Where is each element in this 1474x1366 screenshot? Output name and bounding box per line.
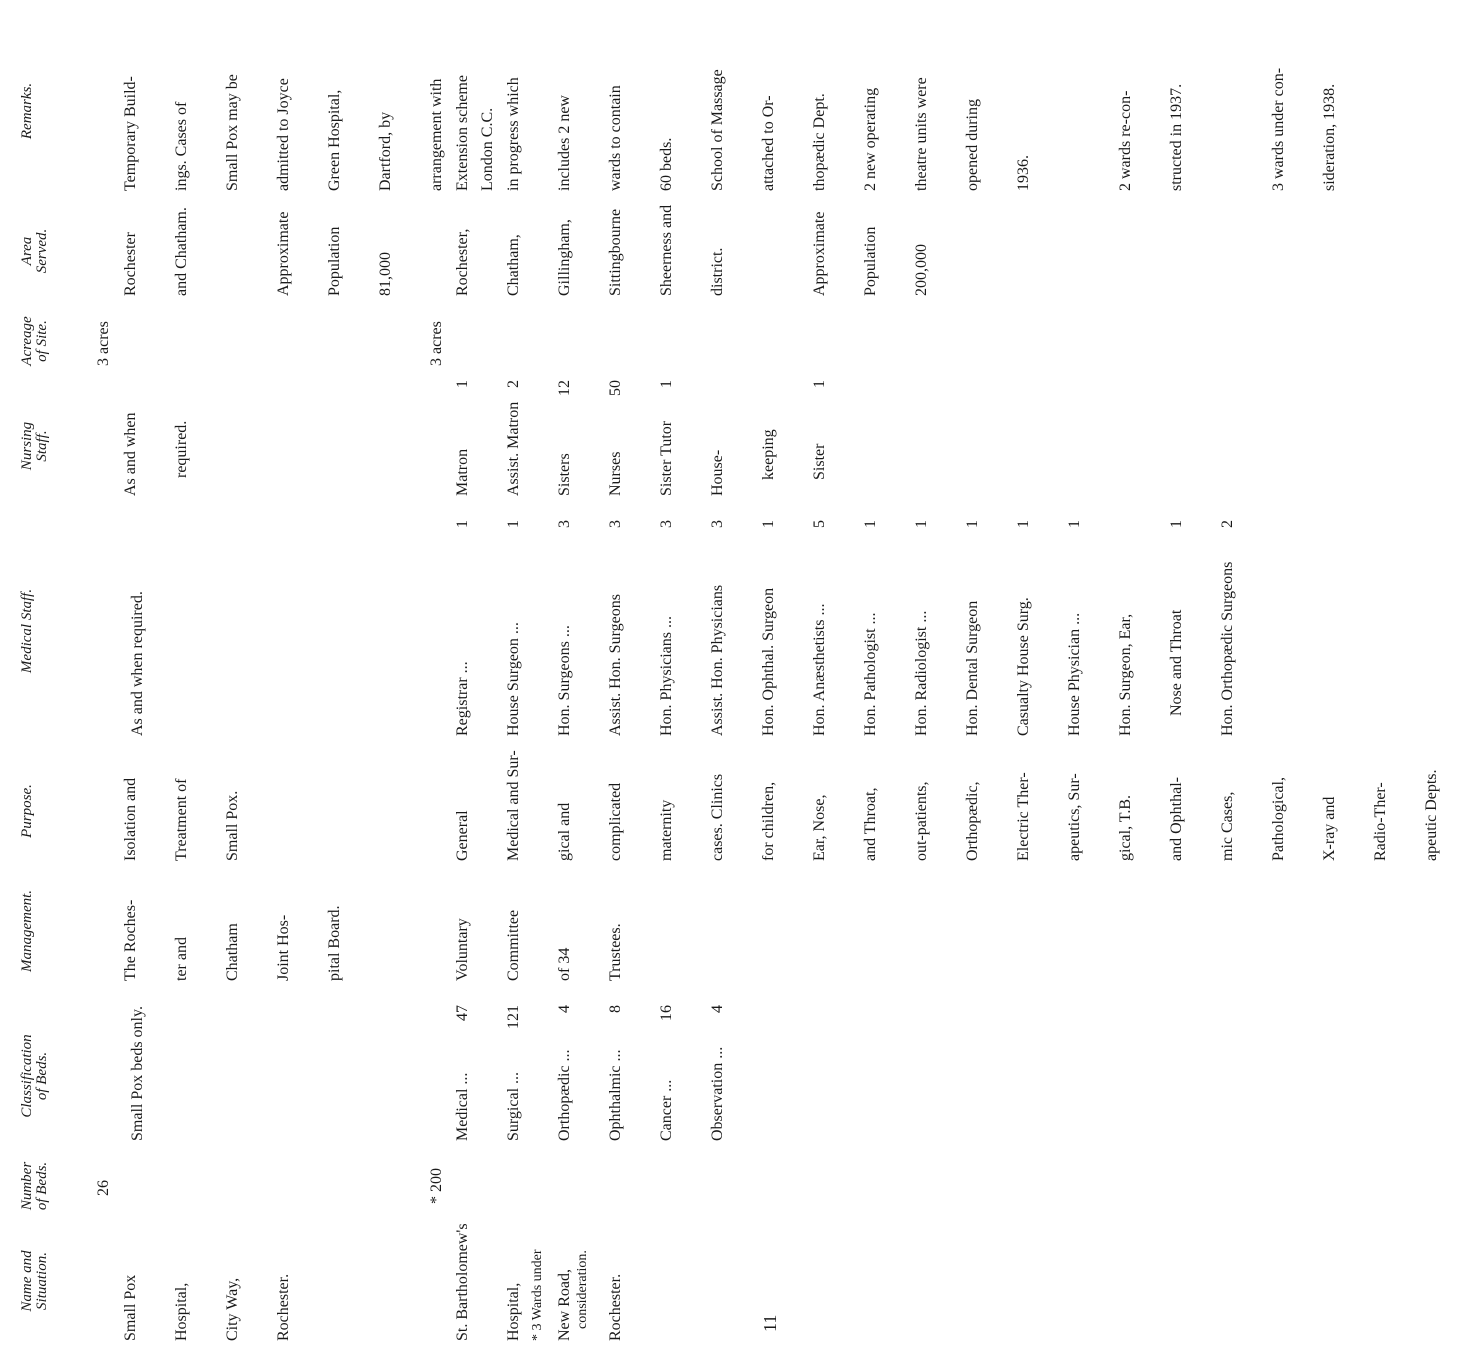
medical-count: 1 — [964, 520, 981, 528]
classification-label: Cancer ... — [658, 1079, 675, 1141]
nursing-label: House- — [709, 449, 726, 496]
header-area-line2: Served. — [34, 228, 50, 274]
row2-medical — [420, 520, 1270, 736]
row2-medical-item — [658, 520, 675, 736]
row2-purpose-line: complicated — [607, 782, 624, 861]
row2-purpose-line: apeutics, Sur- — [1066, 773, 1083, 861]
nursing-count: 50 — [607, 380, 624, 396]
medical-label: Assist. Hon. Physicians — [709, 584, 726, 736]
row2-purpose-line: mic Cases, — [1219, 791, 1236, 861]
medical-label: Hon. Surgeons ... — [556, 625, 573, 736]
medical-label: Assist. Hon. Surgeons — [607, 594, 624, 736]
row2-medical-item — [1015, 520, 1032, 736]
row1-acreage: 3 acres — [95, 321, 112, 366]
row2-purpose-line: out-patients, — [913, 781, 930, 861]
row2-acreage: 3 acres — [428, 321, 445, 366]
row2-area-line: Approximate — [811, 211, 828, 296]
row2-nursing-item — [709, 380, 726, 496]
row2-medical-item — [607, 520, 624, 736]
row1-name-line: Rochester. — [275, 1273, 292, 1341]
row2-purpose-line: and Ophthal- — [1168, 777, 1185, 861]
nursing-count: 1 — [658, 380, 675, 388]
medical-label: Hon. Physicians ... — [658, 616, 675, 736]
nursing-label: Sister Tutor — [658, 420, 675, 496]
row1-area-line: 81,000 — [377, 252, 394, 296]
row1-nursing-item: As and when — [122, 412, 139, 496]
row2-medical-item — [760, 520, 777, 736]
row2-nursing-item — [658, 380, 675, 496]
medical-count: 1 — [1066, 520, 1083, 528]
row2-purpose-line: gical, T.B. — [1117, 794, 1134, 861]
classification-label: Surgical ... — [505, 1071, 522, 1141]
medical-count: 1 — [1168, 520, 1185, 528]
header-classification — [20, 1001, 50, 1151]
medical-label: Registrar ... — [454, 661, 471, 736]
medical-label: Hon. Ophthal. Surgeon — [760, 587, 777, 736]
nursing-label: Nurses — [607, 451, 624, 496]
row2-area-line: district. — [709, 247, 726, 296]
classification-count: 4 — [556, 1005, 573, 1013]
header-acreage-line2: of Site. — [34, 320, 50, 362]
row1-remarks-line: ings. Cases of — [173, 101, 190, 191]
page-number: 11 — [760, 1314, 780, 1332]
row2-name-line: Hospital, — [505, 1282, 522, 1341]
nursing-label: Sisters — [556, 453, 573, 496]
row1-medical — [95, 591, 180, 736]
medical-label: Hon. Dental Surgeon — [964, 600, 981, 736]
header-area — [20, 201, 50, 301]
classification-label: Observation ... — [709, 1046, 726, 1141]
row1-remarks-line: Temporary Build- — [122, 76, 139, 191]
row2-area — [420, 205, 964, 296]
row2-remarks-line: sideration, 1938. — [1321, 83, 1338, 191]
header-name-line2: Situation. — [34, 1252, 50, 1310]
classification-label: Medical ... — [454, 1072, 471, 1141]
row2-remarks-line: Extension scheme — [454, 75, 471, 191]
medical-label: Hon. Pathologist ... — [862, 612, 879, 736]
row2-medical-item — [505, 520, 522, 736]
row2-remarks-line: wards to contain — [607, 85, 624, 191]
header-remarks — [20, 26, 35, 196]
row2-management — [420, 910, 658, 981]
row2-medical-item — [1219, 520, 1236, 736]
row2-management-line: Committee — [505, 909, 522, 981]
row2-medical-item — [556, 520, 573, 736]
row1-purpose-line: Treatment of — [173, 778, 190, 861]
row2-purpose-line: for children, — [760, 781, 777, 861]
row1-classification — [95, 1006, 180, 1141]
header-classification-line1: Classification — [19, 1034, 35, 1118]
medical-count: 1 — [505, 520, 522, 528]
row1-remarks-line: Small Pox may be — [224, 74, 241, 191]
medical-count: 5 — [811, 520, 828, 528]
row2-purpose-line: apeutic Depts. — [1423, 769, 1440, 861]
row2-management-line: Trustees. — [607, 923, 624, 981]
medical-count: 3 — [556, 520, 573, 528]
medical-count: 1 — [1015, 520, 1032, 528]
row2-remarks-line: 60 beds. — [658, 137, 675, 191]
header-acreage — [20, 306, 50, 376]
row2-purpose-line: Medical and Sur- — [505, 750, 522, 861]
row2-medical-item — [709, 520, 726, 736]
nursing-label: keeping — [760, 429, 777, 480]
row2-area-line — [760, 205, 777, 296]
row2-remarks-line: in progress which — [505, 77, 522, 191]
row1-name — [88, 1274, 326, 1341]
row2-remarks-line: 1936. — [1015, 155, 1032, 191]
header-purpose — [20, 751, 35, 871]
row2-name-line: Rochester. — [607, 1273, 624, 1341]
header-area-line1: Area — [19, 236, 35, 266]
row2-nursing-item — [607, 380, 624, 496]
row2-remarks-line: 3 wards under con- — [1270, 67, 1287, 191]
header-nursing — [20, 381, 50, 511]
classification-count: 47 — [454, 1005, 471, 1021]
row1-name-line: City Way, — [224, 1277, 241, 1341]
nursing-count: 12 — [556, 380, 573, 396]
row2-area-line: Sheerness and — [658, 204, 675, 296]
row2-nursing — [420, 380, 862, 496]
classification-count: 4 — [709, 1005, 726, 1013]
row2-footnote — [500, 1249, 620, 1341]
classification-count: 8 — [607, 1005, 624, 1013]
row2-purpose-line: cases. Clinics — [709, 773, 726, 861]
row1-management-line: ter and — [173, 937, 190, 981]
row2-management-line: Voluntary — [454, 918, 471, 981]
row2-medical-item — [913, 520, 930, 736]
row1-beds: 26 — [95, 1180, 112, 1196]
medical-count: 1 — [862, 520, 879, 528]
row2-medical-item — [1117, 520, 1134, 736]
row1-medical-item: As and when required. — [129, 591, 146, 736]
header-name — [20, 1216, 50, 1346]
row2-medical-item — [811, 520, 828, 736]
row2-area-line: Rochester, — [454, 228, 471, 296]
header-medical-line1: Medical Staff. — [19, 588, 35, 674]
row1-management-line: Chatham — [224, 923, 241, 981]
row2-classification-item — [658, 1005, 675, 1141]
row2-classification-item — [709, 1005, 726, 1141]
row2-area-line: Gillingham, — [556, 219, 573, 296]
row1-nursing — [88, 412, 224, 496]
row2-name-line: St. Bartholomew's — [454, 1223, 471, 1341]
row1-remarks-line: Dartford, by — [377, 111, 394, 191]
nursing-label: Sister — [811, 443, 828, 480]
row1-management-line: Joint Hos- — [275, 914, 292, 981]
medical-label: Nose and Throat — [1168, 609, 1185, 716]
row1-purpose — [88, 778, 275, 861]
header-nursing-line2: Staff. — [34, 430, 50, 462]
row1-remarks-line: admitted to Joyce — [275, 78, 292, 191]
row2-nursing-item — [760, 380, 777, 496]
row1-nursing-item: required. — [173, 420, 190, 478]
medical-count: 1 — [760, 520, 777, 528]
row1-purpose-line: Small Pox. — [224, 790, 241, 861]
row2-remarks-line — [1066, 68, 1083, 191]
classification-count: 16 — [658, 1005, 675, 1021]
row1-name-line: Hospital, — [173, 1282, 190, 1341]
row2-purpose-line: Orthopædic, — [964, 781, 981, 861]
row2-purpose-line: and Throat, — [862, 787, 879, 861]
row2-remarks-line: 2 wards re-con- — [1117, 90, 1134, 191]
header-name-line1: Name and — [19, 1250, 35, 1312]
nursing-label: Assist. Matron — [505, 401, 522, 496]
row2-name-line: New Road, — [556, 1269, 573, 1341]
row2-classification-item — [454, 1005, 471, 1141]
row2-purpose-line: General — [454, 810, 471, 861]
row2-nursing-item — [505, 380, 522, 496]
header-beds — [20, 1161, 50, 1211]
row2-remarks — [420, 68, 1372, 191]
header-beds-line2: of Beds. — [34, 1161, 50, 1211]
row1-area-line: and Chatham. — [173, 207, 190, 296]
row2-remarks-line — [1219, 68, 1236, 191]
row2-beds: * 200 — [428, 1168, 445, 1204]
row2-area-line: 200,000 — [913, 244, 930, 296]
row2-medical-item — [964, 520, 981, 736]
row2-purpose-line: maternity — [658, 799, 675, 861]
row2-purpose-line: Pathological, — [1270, 777, 1287, 861]
medical-label: Hon. Anæsthetists ... — [811, 603, 828, 736]
row2-management-line: of 34 — [556, 947, 573, 981]
classification-label: Ophthalmic ... — [607, 1049, 624, 1141]
header-nursing-line1: Nursing — [19, 421, 35, 471]
row2-medical-item — [1066, 520, 1083, 736]
medical-count: 3 — [658, 520, 675, 528]
row2-medical-item — [1168, 520, 1185, 736]
header-remarks-line1: Remarks. — [19, 82, 35, 140]
row1-management-line: pital Board. — [326, 905, 343, 981]
medical-label: Hon. Orthopædic Surgeons — [1219, 561, 1236, 736]
row1-remarks-line: Green Hospital, — [326, 89, 343, 191]
header-medical — [20, 516, 35, 746]
row1-area-line: Population — [326, 226, 343, 296]
row2-classification-item — [607, 1005, 624, 1141]
row2-footnote-line: consideration. — [575, 1250, 590, 1329]
row1-area-line — [224, 207, 241, 296]
row2-area-line: Chatham, — [505, 234, 522, 296]
header-management-line1: Management. — [19, 889, 35, 973]
row2-medical-item — [454, 520, 471, 736]
row2-nursing-item — [811, 380, 828, 496]
classification-count: 121 — [505, 1005, 522, 1029]
header-classification-line2: of Beds. — [34, 1051, 50, 1101]
row2-classification-item — [505, 1005, 522, 1141]
row2-remarks-line: thopædic Dept. — [811, 93, 828, 191]
row2-purpose-line: Electric Ther- — [1015, 772, 1032, 861]
row2-area-line: Sittingbourne — [607, 208, 624, 296]
nursing-count: 1 — [811, 380, 828, 388]
medical-count: 2 — [1219, 520, 1236, 528]
nursing-label: Matron — [454, 448, 471, 496]
row1-remarks-line: arrangement with — [428, 78, 445, 191]
medical-label: Hon. Surgeon, Ear, — [1117, 613, 1134, 736]
classification-label: Orthopædic ... — [556, 1049, 573, 1141]
row1-name-line: Small Pox — [122, 1274, 139, 1341]
row2-remarks-line: opened during — [964, 99, 981, 191]
nursing-count: 2 — [505, 380, 522, 388]
medical-label: House Surgeon ... — [505, 622, 522, 736]
row2-remarks-line: School of Massage — [709, 69, 726, 191]
row2-remarks-line: includes 2 new — [556, 95, 573, 191]
row2-remarks-line: structed in 1937. — [1168, 83, 1185, 191]
medical-label: House Physician ... — [1066, 612, 1083, 736]
row2-medical-item — [862, 520, 879, 736]
medical-label: Hon. Radiologist ... — [913, 610, 930, 736]
row1-classification-item: Small Pox beds only. — [129, 1006, 146, 1141]
row2-footnote-line: * 3 Wards under — [530, 1249, 545, 1341]
row1-area-line: Approximate — [275, 211, 292, 296]
row2-area-line: Population — [862, 226, 879, 296]
row2-classification — [420, 1005, 760, 1141]
row1-area-line: Rochester — [122, 232, 139, 296]
row2-classification-item — [556, 1005, 573, 1141]
row2-purpose — [420, 750, 1474, 861]
row2-purpose-line: gical and — [556, 802, 573, 861]
row2-remarks-line: 2 new operating — [862, 87, 879, 191]
row2-remarks-line: theatre units were — [913, 77, 930, 191]
medical-count: 3 — [709, 520, 726, 528]
header-management — [20, 876, 35, 986]
row1-management — [88, 900, 377, 981]
row2-nursing-item — [454, 380, 471, 496]
medical-count: 3 — [607, 520, 624, 528]
medical-label: Casualty House Surg. — [1015, 597, 1032, 736]
row1-area — [88, 207, 428, 296]
row2-remarks-line: attached to Or- — [760, 95, 777, 191]
row1-management-line: The Roches- — [122, 899, 139, 981]
medical-count: 1 — [454, 520, 471, 528]
row2-purpose-line: Ear, Nose, — [811, 794, 828, 861]
medical-count: 1 — [913, 520, 930, 528]
row1-remarks-line: London C.C. — [479, 107, 496, 191]
header-purpose-line1: Purpose. — [19, 784, 35, 838]
row2-purpose-line: Radio-Ther- — [1372, 782, 1389, 861]
row1-purpose-line: Isolation and — [122, 777, 139, 861]
row2-nursing-item — [556, 380, 573, 496]
nursing-count: 1 — [454, 380, 471, 388]
header-acreage-line1: Acreage — [19, 316, 35, 366]
row2-purpose-line: X-ray and — [1321, 796, 1338, 861]
header-beds-line1: Number — [19, 1161, 35, 1211]
